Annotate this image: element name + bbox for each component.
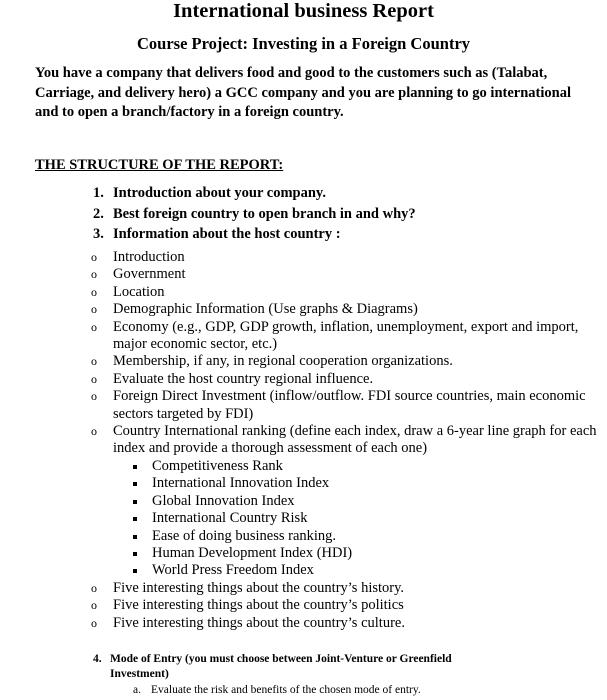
document-subtitle: Course Project: Investing in a Foreign Country [136,34,471,53]
circle-bullet-icon: o [91,302,97,317]
circle-bullet-icon: o [91,284,97,299]
ranking-index-text: International Country Risk [152,510,308,527]
item-number: 2. [93,205,104,222]
ranking-index-text: Competitiveness Rank [152,457,283,474]
ranking-index-text: Human Development Index (HDI) [152,544,353,561]
list-item [91,301,601,318]
item-text: Introduction about your company. [113,185,326,201]
ranking-index-item [131,545,601,562]
list-item [91,319,601,354]
square-bullet-icon [131,493,152,510]
circle-bullet-icon: o [91,250,97,264]
ranking-index-item [131,493,601,510]
list-item-text: Evaluate the host country regional influence. [113,370,374,387]
list-item-text: Demographic Information (Use graphs & Diagrams) [113,301,418,318]
item-number: 3. [93,226,104,242]
circle-bullet-icon: o [91,354,97,369]
list-item [91,249,601,266]
item-text: Information about the host country : [113,226,341,242]
ranking-index-item [131,510,601,527]
list-item [91,423,601,580]
square-bullet-icon [131,458,152,475]
host-country-list [91,249,601,632]
numbered-item [93,224,416,245]
list-item [91,353,601,370]
list-item-text: Membership, if any, in regional cooperation organizations. [113,353,453,370]
ranking-index-item [131,475,601,492]
sub-item-a [133,683,421,697]
list-item-text: Five interesting things about the country’s culture. [113,614,405,631]
circle-bullet-icon: o [91,319,97,334]
numbered-item [93,204,416,225]
item-number: 1. [93,185,104,201]
circle-bullet-icon: o [91,424,97,439]
list-item-text: Five interesting things about the country’s history. [113,579,405,596]
ranking-index-item [131,458,601,475]
square-bullet-icon [131,510,152,527]
list-item-text: Government [113,266,186,283]
ranking-index-text: Ease of doing business ranking. [152,527,337,544]
structure-numbered-list [93,183,416,245]
list-item [91,371,601,388]
sub-item-text: Evaluate the risk and benefits of the chosen mode of entry. [151,684,421,696]
list-item [91,388,601,423]
square-bullet-icon [131,475,152,492]
list-item-text: Country International ranking (define each index, draw a 6-year line graph for each index and provide a thorough assessment of each one) [113,423,597,457]
circle-bullet-icon: o [91,580,97,595]
square-bullet-icon [131,528,152,545]
mode-of-entry-item [93,652,513,681]
list-item [91,615,601,632]
ranking-index-item [131,562,601,579]
list-item [91,284,601,301]
list-item-text: Five interesting things about the country’s politics [113,597,404,614]
ranking-index-text: World Press Freedom Index [152,562,314,579]
document-title: International business Report [173,0,434,22]
item-text: Best foreign country to open branch in and why? [113,205,416,222]
list-item [91,597,601,614]
list-item [91,580,601,597]
circle-bullet-icon: o [91,598,97,613]
structure-heading: THE STRUCTURE OF THE REPORT: [35,157,284,173]
ranking-index-item [131,528,601,545]
intro-paragraph: You have a company that delivers food and good to the customers such as (Talabat, Carriage, and delivery hero) a GCC company and you are planning to go international and to open a branch/factory in a foreign country. [35,65,571,120]
sub-item-letter: a. [133,684,141,696]
square-bullet-icon [131,545,152,562]
circle-bullet-icon: o [91,267,97,282]
item-number: 4. [93,653,102,665]
list-item-text: Economy (e.g., GDP, GDP growth, inflation, unemployment, export and import, major economic sector, etc.) [113,318,579,353]
list-item-content [113,423,601,580]
circle-bullet-icon: o [91,371,97,386]
ranking-index-text: International Innovation Index [152,475,330,492]
list-item-text: Introduction [113,249,185,265]
ranking-index-text: Global Innovation Index [152,492,295,509]
list-item-text: Foreign Direct Investment (inflow/outflow. FDI source countries, main economic sectors targeted by FDI) [113,388,586,422]
square-bullet-icon [131,562,152,579]
item-text: Mode of Entry (you must choose between Joint-Venture or Greenfield Investment) [110,653,452,680]
circle-bullet-icon: o [91,615,97,630]
list-item [91,266,601,283]
numbered-item [93,183,416,204]
list-item-text: Location [113,283,165,300]
circle-bullet-icon: o [91,389,97,404]
ranking-index-list [131,458,601,580]
